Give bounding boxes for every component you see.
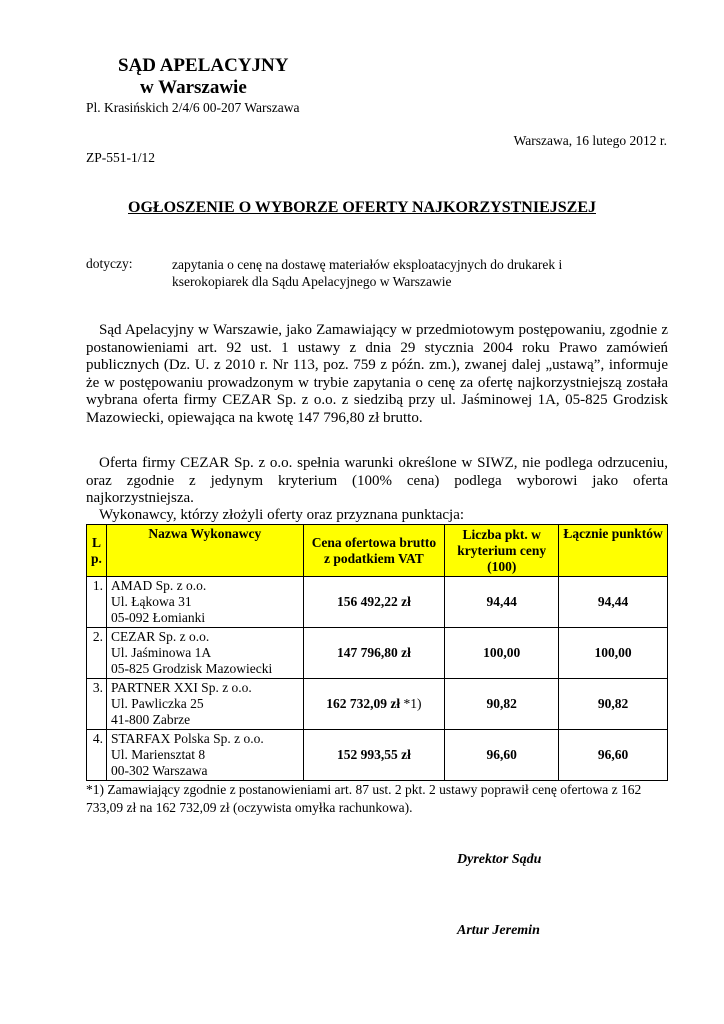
bidder-name: PARTNER XXI Sp. z o.o. [110, 680, 252, 695]
points-cell: 90,82 [445, 679, 559, 730]
document-heading: OGŁOSZENIE O WYBORZE OFERTY NAJKORZYSTNIEJSZEJ [128, 199, 596, 216]
bidder-street: Ul. Jaśminowa 1A [110, 645, 212, 660]
price-cell [303, 679, 445, 730]
bidder-street: Ul. Łąkowa 31 [110, 594, 192, 609]
row-number: 1. [87, 577, 107, 628]
header-lp: L p. [87, 525, 107, 577]
row-number: 3. [87, 679, 107, 730]
price-value: 162 732,09 zł [326, 696, 401, 711]
row-number: 4. [87, 730, 107, 781]
bidder-cell [106, 628, 303, 679]
bidder-name: STARFAX Polska Sp. z o.o. [110, 731, 264, 746]
main-paragraph: Sąd Apelacyjny w Warszawie, jako Zamawiający w przedmiotowym postępowaniu, zgodnie z postanowieniami art. 92 ust. 1 ustawy z dnia 29 stycznia 2004 roku Prawo zamówień publicznych (Dz. U. z 2010 r. Nr 113, poz. 759 z późn. zm.), zwanej dalej „ustawą”, informuje że w postępowaniu prowadzonym w trybie zapytania o cenę za ofertę najkorzystniejszą została wybrana oferta firmy CEZAR Sp. z o.o. z siedzibą przy ul. Jaśminowej 1A, 05-825 Grodzisk Mazowiecki, opiewająca na kwotę 147 796,80 zł brutto. [86, 322, 668, 426]
header-bidder-name: Nazwa Wykonawcy [106, 525, 303, 577]
total-cell: 100,00 [559, 628, 668, 679]
price-correction-footnote: *1) Zamawiający zgodnie z postanowieniami art. 87 ust. 2 pkt. 2 ustawy poprawił cenę ofertowa z 162 733,09 zł na 162 732,09 zł (oczywista omyłka rachunkowa). [86, 782, 642, 815]
signatory-title: Dyrektor Sądu [457, 852, 542, 867]
price-footnote-marker: *1) [403, 696, 422, 711]
price-cell [303, 628, 445, 679]
table-header-row [87, 525, 668, 577]
subject-text: zapytania o cenę na dostawę materiałów eksploatacyjnych do drukarek i kserokopiarek dla Sądu Apelacyjnego w Warszawie [172, 257, 563, 289]
signatory-name: Artur Jeremin [457, 923, 540, 938]
bidder-city: 05-825 Grodzisk Mazowiecki [110, 661, 273, 676]
bidder-cell [106, 730, 303, 781]
bidder-name: CEZAR Sp. z o.o. [110, 629, 210, 644]
total-cell: 90,82 [559, 679, 668, 730]
bidder-city: 41-800 Zabrze [110, 712, 191, 727]
subject-label: dotyczy: [86, 256, 133, 271]
points-cell: 96,60 [445, 730, 559, 781]
table-row [87, 679, 668, 730]
second-paragraph: Oferta firmy CEZAR Sp. z o.o. spełnia warunki określone w SIWZ, nie podlega odrzuceniu, oraz zgodnie z jedynym kryterium (100% cena) podlega wyborowi jako oferta najkorzystniejsza. [86, 455, 668, 506]
offers-table [86, 524, 668, 781]
table-intro: Wykonawcy, którzy złożyli oferty oraz przyznana punktacja: [99, 507, 465, 523]
court-name: SĄD APELACYJNY [118, 55, 289, 76]
bidder-name: AMAD Sp. z o.o. [110, 578, 207, 593]
price-value: 147 796,80 zł [336, 645, 411, 660]
price-cell [303, 730, 445, 781]
header-points: Liczba pkt. w kryterium ceny (100) [445, 525, 559, 577]
table-row [87, 628, 668, 679]
bidder-cell [106, 577, 303, 628]
points-cell: 94,44 [445, 577, 559, 628]
total-cell: 96,60 [559, 730, 668, 781]
header-price: Cena ofertowa brutto z podatkiem VAT [303, 525, 445, 577]
bidder-street: Ul. Pawliczka 25 [110, 696, 204, 711]
bidder-city: 05-092 Łomianki [110, 610, 206, 625]
bidder-street: Ul. Mariensztat 8 [110, 747, 206, 762]
row-number: 2. [87, 628, 107, 679]
bidder-cell [106, 679, 303, 730]
total-cell: 94,44 [559, 577, 668, 628]
reference-number: ZP-551-1/12 [86, 150, 155, 165]
table-row [87, 730, 668, 781]
court-city: w Warszawie [140, 77, 247, 98]
header-total: Łącznie punktów [559, 525, 668, 577]
table-row [87, 577, 668, 628]
court-address: Pl. Krasińskich 2/4/6 00-207 Warszawa [86, 100, 300, 115]
price-value: 156 492,22 zł [336, 594, 411, 609]
document-date: Warszawa, 16 lutego 2012 r. [513, 133, 667, 148]
points-cell: 100,00 [445, 628, 559, 679]
price-value: 152 993,55 zł [336, 747, 411, 762]
price-cell [303, 577, 445, 628]
bidder-city: 00-302 Warszawa [110, 763, 208, 778]
